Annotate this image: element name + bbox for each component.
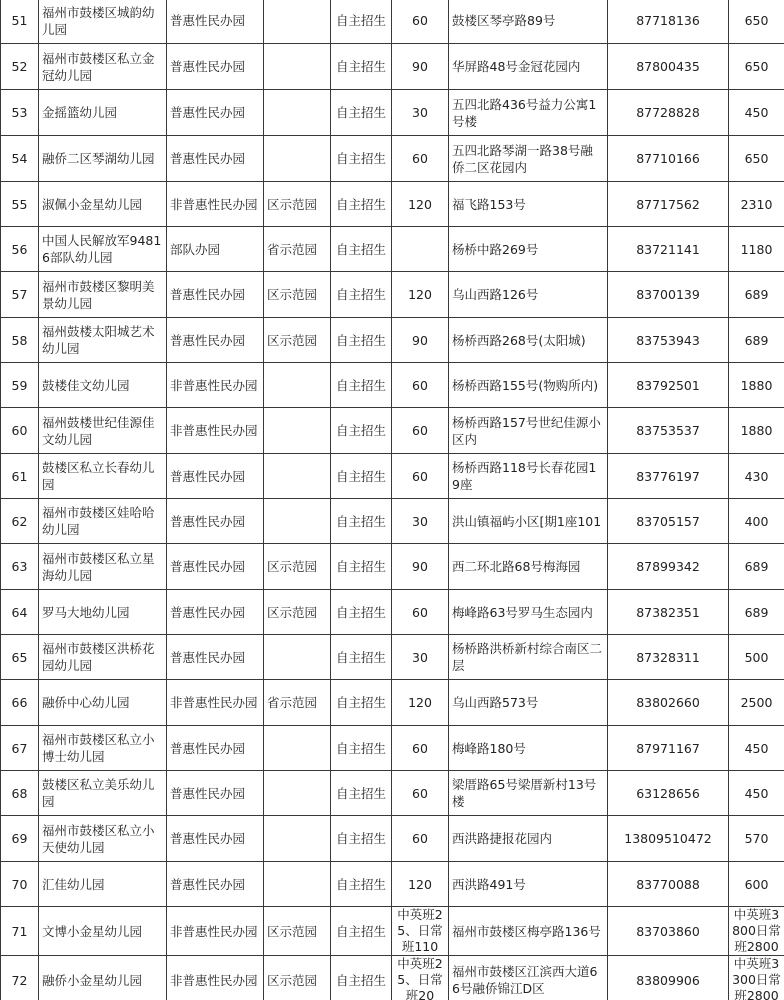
table-row xyxy=(1,590,784,635)
enrollment-method-cell: 自主招生 xyxy=(331,363,392,408)
enrollment-size-cell: 60 xyxy=(392,363,449,408)
monthly-fee-cell: 1880 xyxy=(729,408,784,454)
monthly-fee-cell: 689 xyxy=(729,544,784,590)
demonstration-level-cell: 省示范园 xyxy=(264,680,331,726)
phone-number-cell: 83776197 xyxy=(608,454,729,499)
address-cell: 五四北路436号益力公寓1号楼 xyxy=(449,90,608,136)
phone-number-cell: 13809510472 xyxy=(608,816,729,862)
monthly-fee-cell: 500 xyxy=(729,635,784,680)
enrollment-size-cell: 90 xyxy=(392,318,449,363)
demonstration-level-cell: 区示范园 xyxy=(264,182,331,227)
row-number-cell: 52 xyxy=(1,44,39,90)
kindergarten-name-cell: 鼓楼佳文幼儿园 xyxy=(39,363,167,408)
monthly-fee-cell: 中英班3300日常班2800 xyxy=(729,956,784,1000)
monthly-fee-cell: 600 xyxy=(729,862,784,907)
table-row xyxy=(1,272,784,318)
address-cell: 西二环北路68号梅海园 xyxy=(449,544,608,590)
table-row xyxy=(1,499,784,544)
enrollment-method-cell: 自主招生 xyxy=(331,907,392,956)
kindergarten-name-cell: 福州市鼓楼区洪桥花园幼儿园 xyxy=(39,635,167,680)
address-cell: 福州市鼓楼区江滨西大道66号融侨锦江D区 xyxy=(449,956,608,1000)
table-row xyxy=(1,956,784,1000)
table-row xyxy=(1,816,784,862)
kindergarten-name-cell: 融侨小金星幼儿园 xyxy=(39,956,167,1000)
kindergarten-name-cell: 罗马大地幼儿园 xyxy=(39,590,167,635)
enrollment-method-cell: 自主招生 xyxy=(331,227,392,272)
address-cell: 杨桥中路269号 xyxy=(449,227,608,272)
address-cell: 鼓楼区琴亭路89号 xyxy=(449,0,608,44)
demonstration-level-cell xyxy=(264,726,331,771)
kindergarten-name-cell: 中国人民解放军94816部队幼儿园 xyxy=(39,227,167,272)
kindergarten-type-cell: 普惠性民办园 xyxy=(167,136,264,182)
enrollment-method-cell: 自主招生 xyxy=(331,544,392,590)
enrollment-size-cell: 60 xyxy=(392,726,449,771)
address-cell: 梅峰路63号罗马生态园内 xyxy=(449,590,608,635)
row-number-cell: 69 xyxy=(1,816,39,862)
enrollment-size-cell xyxy=(392,227,449,272)
kindergarten-type-cell: 部队办园 xyxy=(167,227,264,272)
address-cell: 杨桥西路157号世纪佳源小区内 xyxy=(449,408,608,454)
demonstration-level-cell xyxy=(264,635,331,680)
row-number-cell: 68 xyxy=(1,771,39,816)
address-cell: 梅峰路180号 xyxy=(449,726,608,771)
enrollment-method-cell: 自主招生 xyxy=(331,680,392,726)
enrollment-method-cell: 自主招生 xyxy=(331,136,392,182)
enrollment-method-cell: 自主招生 xyxy=(331,816,392,862)
phone-number-cell: 83753943 xyxy=(608,318,729,363)
table-row xyxy=(1,0,784,44)
phone-number-cell: 83802660 xyxy=(608,680,729,726)
enrollment-method-cell: 自主招生 xyxy=(331,90,392,136)
kindergarten-name-cell: 汇佳幼儿园 xyxy=(39,862,167,907)
kindergarten-type-cell: 普惠性民办园 xyxy=(167,635,264,680)
kindergarten-type-cell: 非普惠性民办园 xyxy=(167,408,264,454)
monthly-fee-cell: 2310 xyxy=(729,182,784,227)
table-row xyxy=(1,907,784,956)
demonstration-level-cell: 区示范园 xyxy=(264,544,331,590)
demonstration-level-cell: 区示范园 xyxy=(264,907,331,956)
row-number-cell: 55 xyxy=(1,182,39,227)
enrollment-size-cell: 60 xyxy=(392,136,449,182)
kindergarten-name-cell: 鼓楼区私立长春幼儿园 xyxy=(39,454,167,499)
row-number-cell: 72 xyxy=(1,956,39,1000)
kindergarten-name-cell: 福州鼓楼世纪佳源佳文幼儿园 xyxy=(39,408,167,454)
phone-number-cell: 83703860 xyxy=(608,907,729,956)
table-row xyxy=(1,136,784,182)
monthly-fee-cell: 650 xyxy=(729,0,784,44)
address-cell: 梁厝路65号梁厝新村13号楼 xyxy=(449,771,608,816)
enrollment-size-cell: 120 xyxy=(392,862,449,907)
enrollment-size-cell: 60 xyxy=(392,408,449,454)
demonstration-level-cell xyxy=(264,44,331,90)
table-body xyxy=(1,0,784,1000)
demonstration-level-cell xyxy=(264,0,331,44)
kindergarten-name-cell: 福州市鼓楼区娃哈哈幼儿园 xyxy=(39,499,167,544)
table-row xyxy=(1,44,784,90)
phone-number-cell: 83792501 xyxy=(608,363,729,408)
phone-number-cell: 87899342 xyxy=(608,544,729,590)
table-row xyxy=(1,680,784,726)
address-cell: 乌山西路573号 xyxy=(449,680,608,726)
kindergarten-type-cell: 普惠性民办园 xyxy=(167,0,264,44)
monthly-fee-cell: 430 xyxy=(729,454,784,499)
enrollment-size-cell: 30 xyxy=(392,635,449,680)
address-cell: 杨桥西路268号(太阳城) xyxy=(449,318,608,363)
address-cell: 福州市鼓楼区梅亭路136号 xyxy=(449,907,608,956)
enrollment-method-cell: 自主招生 xyxy=(331,182,392,227)
kindergarten-name-cell: 福州市鼓楼区私立金冠幼儿园 xyxy=(39,44,167,90)
kindergarten-type-cell: 普惠性民办园 xyxy=(167,590,264,635)
table-row xyxy=(1,90,784,136)
phone-number-cell: 63128656 xyxy=(608,771,729,816)
kindergarten-name-cell: 文博小金星幼儿园 xyxy=(39,907,167,956)
monthly-fee-cell: 2500 xyxy=(729,680,784,726)
enrollment-size-cell: 90 xyxy=(392,544,449,590)
monthly-fee-cell: 689 xyxy=(729,590,784,635)
kindergarten-name-cell: 融侨二区琴湖幼儿园 xyxy=(39,136,167,182)
monthly-fee-cell: 570 xyxy=(729,816,784,862)
kindergarten-name-cell: 融侨中心幼儿园 xyxy=(39,680,167,726)
monthly-fee-cell: 1180 xyxy=(729,227,784,272)
kindergarten-type-cell: 普惠性民办园 xyxy=(167,499,264,544)
demonstration-level-cell: 省示范园 xyxy=(264,227,331,272)
kindergarten-type-cell: 普惠性民办园 xyxy=(167,318,264,363)
phone-number-cell: 87710166 xyxy=(608,136,729,182)
phone-number-cell: 87800435 xyxy=(608,44,729,90)
row-number-cell: 61 xyxy=(1,454,39,499)
demonstration-level-cell xyxy=(264,862,331,907)
enrollment-method-cell: 自主招生 xyxy=(331,771,392,816)
demonstration-level-cell xyxy=(264,363,331,408)
enrollment-method-cell: 自主招生 xyxy=(331,862,392,907)
monthly-fee-cell: 中英班3800日常班2800 xyxy=(729,907,784,956)
monthly-fee-cell: 650 xyxy=(729,44,784,90)
phone-number-cell: 87718136 xyxy=(608,0,729,44)
kindergarten-type-cell: 普惠性民办园 xyxy=(167,771,264,816)
phone-number-cell: 83700139 xyxy=(608,272,729,318)
enrollment-method-cell: 自主招生 xyxy=(331,0,392,44)
kindergarten-type-cell: 非普惠性民办园 xyxy=(167,363,264,408)
enrollment-method-cell: 自主招生 xyxy=(331,956,392,1000)
demonstration-level-cell xyxy=(264,136,331,182)
address-cell: 杨桥路洪桥新村综合南区二层 xyxy=(449,635,608,680)
phone-number-cell: 83721141 xyxy=(608,227,729,272)
row-number-cell: 67 xyxy=(1,726,39,771)
enrollment-method-cell: 自主招生 xyxy=(331,590,392,635)
row-number-cell: 71 xyxy=(1,907,39,956)
phone-number-cell: 83753537 xyxy=(608,408,729,454)
enrollment-size-cell: 60 xyxy=(392,590,449,635)
kindergarten-name-cell: 鼓楼区私立美乐幼儿园 xyxy=(39,771,167,816)
phone-number-cell: 87328311 xyxy=(608,635,729,680)
demonstration-level-cell: 区示范园 xyxy=(264,956,331,1000)
address-cell: 五四北路琴湖一路38号融侨二区花园内 xyxy=(449,136,608,182)
row-number-cell: 53 xyxy=(1,90,39,136)
row-number-cell: 66 xyxy=(1,680,39,726)
address-cell: 杨桥西路155号(物购所内) xyxy=(449,363,608,408)
row-number-cell: 51 xyxy=(1,0,39,44)
monthly-fee-cell: 689 xyxy=(729,272,784,318)
table-row xyxy=(1,227,784,272)
kindergarten-name-cell: 福州市鼓楼区私立星海幼儿园 xyxy=(39,544,167,590)
enrollment-size-cell: 60 xyxy=(392,0,449,44)
row-number-cell: 59 xyxy=(1,363,39,408)
enrollment-method-cell: 自主招生 xyxy=(331,726,392,771)
kindergarten-type-cell: 普惠性民办园 xyxy=(167,44,264,90)
enrollment-size-cell: 90 xyxy=(392,44,449,90)
monthly-fee-cell: 650 xyxy=(729,136,784,182)
enrollment-method-cell: 自主招生 xyxy=(331,408,392,454)
kindergarten-type-cell: 非普惠性民办园 xyxy=(167,956,264,1000)
kindergarten-type-cell: 普惠性民办园 xyxy=(167,544,264,590)
table-row xyxy=(1,635,784,680)
monthly-fee-cell: 450 xyxy=(729,90,784,136)
table-row xyxy=(1,318,784,363)
kindergarten-type-cell: 普惠性民办园 xyxy=(167,454,264,499)
demonstration-level-cell xyxy=(264,454,331,499)
row-number-cell: 60 xyxy=(1,408,39,454)
enrollment-method-cell: 自主招生 xyxy=(331,635,392,680)
phone-number-cell: 87717562 xyxy=(608,182,729,227)
monthly-fee-cell: 450 xyxy=(729,771,784,816)
table-row xyxy=(1,771,784,816)
enrollment-size-cell: 60 xyxy=(392,816,449,862)
enrollment-size-cell: 60 xyxy=(392,771,449,816)
enrollment-size-cell: 30 xyxy=(392,90,449,136)
table-row xyxy=(1,408,784,454)
address-cell: 西洪路491号 xyxy=(449,862,608,907)
table-row xyxy=(1,454,784,499)
address-cell: 华屏路48号金冠花园内 xyxy=(449,44,608,90)
demonstration-level-cell: 区示范园 xyxy=(264,318,331,363)
enrollment-method-cell: 自主招生 xyxy=(331,499,392,544)
table-row xyxy=(1,726,784,771)
row-number-cell: 63 xyxy=(1,544,39,590)
kindergarten-type-cell: 普惠性民办园 xyxy=(167,862,264,907)
address-cell: 乌山西路126号 xyxy=(449,272,608,318)
phone-number-cell: 83809906 xyxy=(608,956,729,1000)
kindergarten-type-cell: 普惠性民办园 xyxy=(167,816,264,862)
demonstration-level-cell xyxy=(264,90,331,136)
kindergarten-name-cell: 福州市鼓楼区黎明美景幼儿园 xyxy=(39,272,167,318)
kindergarten-type-cell: 非普惠性民办园 xyxy=(167,182,264,227)
enrollment-method-cell: 自主招生 xyxy=(331,318,392,363)
row-number-cell: 56 xyxy=(1,227,39,272)
kindergarten-name-cell: 淑佩小金星幼儿园 xyxy=(39,182,167,227)
address-cell: 杨桥西路118号长春花园19座 xyxy=(449,454,608,499)
table-row xyxy=(1,862,784,907)
table-row xyxy=(1,363,784,408)
table-row xyxy=(1,182,784,227)
kindergarten-name-cell: 福州市鼓楼区私立小天使幼儿园 xyxy=(39,816,167,862)
row-number-cell: 54 xyxy=(1,136,39,182)
row-number-cell: 65 xyxy=(1,635,39,680)
address-cell: 西洪路捷报花园内 xyxy=(449,816,608,862)
row-number-cell: 57 xyxy=(1,272,39,318)
kindergarten-name-cell: 金摇篮幼儿园 xyxy=(39,90,167,136)
enrollment-method-cell: 自主招生 xyxy=(331,454,392,499)
kindergarten-type-cell: 非普惠性民办园 xyxy=(167,907,264,956)
enrollment-size-cell: 120 xyxy=(392,182,449,227)
demonstration-level-cell: 区示范园 xyxy=(264,590,331,635)
enrollment-size-cell: 中英班25、日常班20 xyxy=(392,956,449,1000)
kindergarten-name-cell: 福州鼓楼太阳城艺术幼儿园 xyxy=(39,318,167,363)
kindergarten-name-cell: 福州市鼓楼区私立小博士幼儿园 xyxy=(39,726,167,771)
demonstration-level-cell xyxy=(264,771,331,816)
enrollment-size-cell: 120 xyxy=(392,680,449,726)
phone-number-cell: 87382351 xyxy=(608,590,729,635)
monthly-fee-cell: 450 xyxy=(729,726,784,771)
enrollment-method-cell: 自主招生 xyxy=(331,272,392,318)
row-number-cell: 70 xyxy=(1,862,39,907)
row-number-cell: 62 xyxy=(1,499,39,544)
phone-number-cell: 87728828 xyxy=(608,90,729,136)
enrollment-size-cell: 60 xyxy=(392,454,449,499)
phone-number-cell: 83705157 xyxy=(608,499,729,544)
row-number-cell: 64 xyxy=(1,590,39,635)
monthly-fee-cell: 1880 xyxy=(729,363,784,408)
demonstration-level-cell xyxy=(264,408,331,454)
enrollment-size-cell: 30 xyxy=(392,499,449,544)
demonstration-level-cell xyxy=(264,499,331,544)
enrollment-size-cell: 中英班25、日常班110 xyxy=(392,907,449,956)
monthly-fee-cell: 689 xyxy=(729,318,784,363)
phone-number-cell: 87971167 xyxy=(608,726,729,771)
row-number-cell: 58 xyxy=(1,318,39,363)
demonstration-level-cell xyxy=(264,816,331,862)
table-row xyxy=(1,544,784,590)
enrollment-method-cell: 自主招生 xyxy=(331,44,392,90)
kindergarten-name-cell: 福州市鼓楼区城韵幼儿园 xyxy=(39,0,167,44)
kindergarten-type-cell: 非普惠性民办园 xyxy=(167,680,264,726)
kindergarten-type-cell: 普惠性民办园 xyxy=(167,726,264,771)
monthly-fee-cell: 400 xyxy=(729,499,784,544)
address-cell: 洪山镇福屿小区[期1座101 xyxy=(449,499,608,544)
kindergarten-type-cell: 普惠性民办园 xyxy=(167,90,264,136)
address-cell: 福飞路153号 xyxy=(449,182,608,227)
phone-number-cell: 83770088 xyxy=(608,862,729,907)
demonstration-level-cell: 区示范园 xyxy=(264,272,331,318)
kindergarten-type-cell: 普惠性民办园 xyxy=(167,272,264,318)
enrollment-size-cell: 120 xyxy=(392,272,449,318)
